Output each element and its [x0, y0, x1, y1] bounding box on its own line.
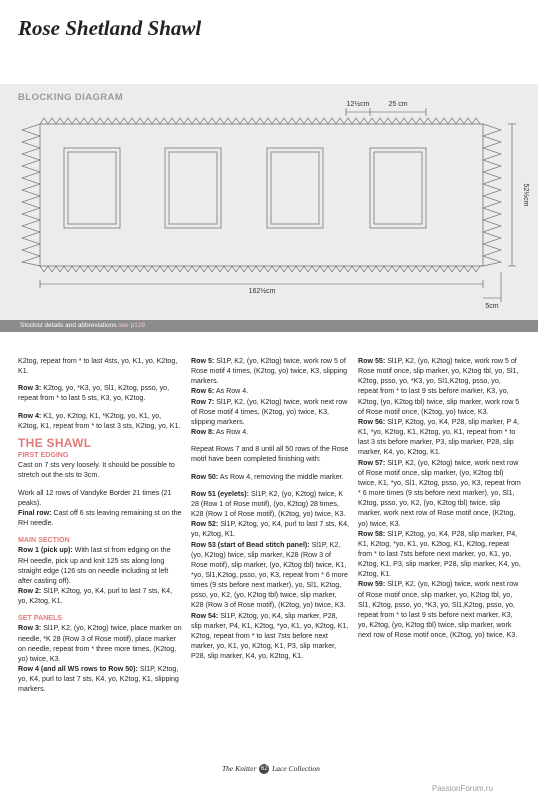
edging-zigzag-right [483, 124, 501, 266]
magazine-name: The Knitter [222, 764, 257, 773]
row-text: K2tog, yo, *K3, yo, Sl1, K2tog, psso, yo, repeat from * to last 5 sts, K3, yo, K2tog. [18, 384, 170, 403]
row-label: Row 57: [358, 458, 386, 467]
collection-name: Lace Collection [272, 764, 320, 773]
paragraph [191, 519, 349, 539]
blocking-diagram [0, 84, 538, 320]
row-text: Sl1P, K2tog, yo, K4, P28, slip marker, P4, K1, K2tog, *yo, K1, yo, K2tog, K1, K2tog, repeat from * to last 7sts before next marker, yo, K1, yo, K2tog, K1, P3, slip marker, P28, slip marker, K4, yo, K2tog, K1. [358, 529, 521, 579]
row-label: Row 59: [358, 580, 386, 589]
row-text: Sl1P, K2tog, yo, K4, purl to last 7 sts, K4, yo, K2tog, K1. [18, 586, 173, 606]
paragraph [358, 356, 521, 417]
paragraph [191, 472, 349, 482]
row-label: Row 6: [191, 387, 215, 396]
paragraph: K2tog, repeat from * to last 4sts, yo, K1, yo, K2tog, K1. [18, 357, 178, 376]
row-label: Row 51 (eyelets): [191, 489, 249, 498]
text-column-3 [358, 356, 521, 647]
row-text: Sl1P, K2tog, yo, K4, purl to last 7 sts, K4, yo, K2tog, K1. [191, 520, 349, 539]
paragraph: Work all 12 rows of Vandyke Border 21 times (21 peaks). [18, 488, 172, 507]
page-footer [222, 764, 320, 774]
subsection-heading: FIRST EDGING [18, 451, 69, 460]
stockist-text: Stockist details and abbreviations [20, 322, 117, 329]
row-label: Final row: [18, 508, 52, 517]
row-text: As Row 4. [215, 387, 249, 396]
row-text: Sl1P, K2, (yo, K2tog) twice, slip marker, K28 (Row 3 of Rose motif), slip marker, (yo, K2tog tbl) twice, K1, *yo, Sl1,K2tog, psso, yo, K3, repeat from * 6 more times (9 sts before next marker), yo, Sl1, K2tog, psso, yo, K2, (yo, K2tog tbl) twice, slip marker, K28 (Row 3 of Rose motif), (K2tog, yo) twice, K3. [191, 540, 348, 610]
label-border: 5cm [485, 303, 499, 310]
rose-panel-4-inner [374, 152, 422, 224]
row-label: Row 52: [191, 520, 219, 529]
row-text: Sl1P, K2, (yo, K2tog) twice, work row 5 of Rose motif 4 times, (K2tog, yo) twice, K3, slipping markers. [191, 357, 348, 386]
paragraph [358, 529, 521, 580]
paragraph [358, 579, 521, 640]
row-text: Sl1P, K2, (yo, K2tog) twice, K 28 (Row 1 of Rose motif), (yo, K2tog) 28 times, K28 (Row 1 of Rose motif), (K2tog, yo) twice, K3. [191, 489, 346, 519]
label-length: 162½cm [248, 288, 276, 295]
row-text: Sl1P, K2tog, yo, K4, purl to last 7 sts, K4, yo, K2tog, K1, slipping markers. [18, 665, 179, 694]
row-text: K1, yo, K2tog, K1, *K2tog, yo, K1, yo, K2tog, K1, repeat from * to last 3 sts, K2tog, yo, K1. [18, 411, 181, 430]
paragraph [191, 611, 349, 662]
shawl-outline [40, 124, 483, 266]
row-text: Sl1P, K2, (yo, K2tog) twice, work next row of Rose motif 4 times, (K2tog, yo) twice, K3, slipping markers. [191, 397, 348, 426]
page-title: Rose Shetland Shawl [18, 16, 202, 40]
paragraph [18, 586, 182, 606]
row-text: Sl1P, K2, (yo, K2tog) twice, work next row of Rose motif once, slip marker, (yo, K2tog tbl) twice, K1, *yo, Sl1, K2tog, psso, yo, K3, repeat from * 6 more times (9 sts before next marker), yo, Sl1, K2tog, psso, yo, K2, (yo, K2tog tbl) twice, slip marker, work next row of Rose motif once, (K2tog, yo) twice, K3. [358, 458, 521, 528]
row-label: Row 2: [18, 586, 42, 595]
stockist-bar [0, 320, 538, 332]
row-label: Row 1 (pick up): [18, 546, 73, 555]
row-text: Sl1P, K2, (yo, K2tog) twice, work row 5 of Rose motif once, slip marker, yo, K2tog tbl, yo, Sl1, K2tog, psso, yo, *K3, yo, Sl1,K2tog, psso, yo, repeat from * to last 9 sts before marker, K3, yo, K2tog, (yo, K2tog tbl) twice, slip marker, work row 5 of Rose motif once, (K2tog, yo) twice, K3. [358, 357, 520, 416]
paragraph: Cast on 7 sts very loosely. It should be possible to stretch out the sts to 3cm. [18, 461, 175, 480]
label-panel-width: 25 cm [388, 101, 408, 108]
row-text: As Row 4. [215, 428, 249, 437]
stockist-page-ref: see p129 [118, 322, 146, 329]
row-label: Row 58: [358, 529, 386, 538]
edging-zigzag-bottom [40, 266, 483, 272]
edging-zigzag-left [22, 124, 40, 266]
paragraph [358, 417, 521, 458]
row-label: Row 54: [191, 611, 219, 620]
paragraph [18, 508, 182, 528]
rose-panel-2 [165, 148, 221, 228]
paragraph [18, 664, 182, 694]
text-column-1 [18, 356, 182, 702]
row-text: Sl1P, K2, (yo, K2tog) twice, work next row of Rose motif once, slip marker, yo, K2tog tbl, yo, Sl1, K2tog, psso, yo, *K3, yo, Sl1,K2tog, psso, yo, repeat from * to last 9 sts before next marker, K3, yo, K2tog, (yo, K2tog tbl) twice, slip marker, work next row of Rose motif once, (K2tog, yo) twice, K3. [358, 580, 519, 640]
row-label: Row 50: [191, 472, 219, 481]
row-text: Sl1P, K2tog, yo, K4, slip marker, P28, slip marker, P4, K1, K2tog, *yo, K1, yo, K2tog, K1, K2tog, repeat from * to last 7sts before next marker, yo, K1, yo, K2tog, K1, P3, slip marker, P28, slip marker, K4, yo, K2tog, K1. [191, 611, 349, 661]
paragraph [191, 540, 349, 611]
label-panel-gap: 12½cm [346, 101, 370, 108]
row-text: Cast off 6 sts leaving remaining st on the RH needle. [18, 508, 182, 528]
row-label: Row 5: [191, 357, 215, 365]
page-number: 62 [260, 766, 268, 773]
paragraph [18, 383, 182, 403]
row-text: Sl1P, K2tog, yo, K4, P28, slip marker, P 4, K1, *yo, K2tog, K1, K2tog, yo, K1, repeat from * to last 3 sts before marker, P3, slip marker, P28, slip marker, K4, yo, K2tog, K1. [358, 417, 520, 457]
rose-panel-3-inner [271, 152, 319, 224]
section-heading: THE SHAWL [18, 435, 92, 450]
paragraph [191, 427, 349, 437]
diagram-heading: BLOCKING DIAGRAM [18, 92, 124, 103]
row-label: Row 56: [358, 417, 386, 426]
row-label: Row 3: [18, 384, 42, 393]
row-label: Row 55: [358, 357, 386, 365]
subsection-heading: MAIN SECTION [18, 536, 70, 545]
watermark: PassionForum.ru [432, 784, 493, 793]
row-label: Row 7: [191, 397, 215, 406]
edging-zigzag-top [40, 118, 483, 124]
text-column-2 [191, 356, 349, 668]
row-label: Row 4: [18, 411, 42, 420]
dimension-lines [40, 108, 516, 302]
rose-panel-2-inner [169, 152, 217, 224]
rose-panel-3 [267, 148, 323, 228]
row-label: Row 4 (and all WS rows to Row 50): [18, 665, 138, 674]
row-label: Row 3: [18, 624, 42, 633]
rose-panel-4 [370, 148, 426, 228]
rose-panel-1-inner [68, 152, 116, 224]
row-text: Sl1P, K2, (yo, K2tog) twice, place marker on needle, *K 28 (Row 3 of Rose motif), place marker on needle, repeat from * three more times, (K2tog, yo) twice, K3. [18, 624, 182, 663]
row-text: As Row 4, removing the middle marker. [219, 472, 344, 481]
shawl-rectangle [40, 124, 483, 266]
paragraph [358, 458, 521, 529]
row-label: Row 53 (start of Bead stitch panel): [191, 540, 310, 549]
paragraph [191, 386, 349, 396]
row-text: With last st from edging on the RH needle, pick up and knit 125 sts along long straight edge (126 sts on needle including st left after casting off). [18, 546, 171, 585]
paragraph [191, 356, 349, 386]
paragraph [191, 397, 349, 427]
rose-panel-1 [64, 148, 120, 228]
paragraph [18, 623, 182, 664]
label-height: 52½cm [522, 183, 529, 207]
paragraph [191, 489, 349, 519]
paragraph: Repeat Rows 7 and 8 until all 50 rows of the Rose motif have been completed finishing with: [191, 445, 349, 464]
row-label: Row 8: [191, 428, 215, 437]
paragraph [18, 411, 182, 431]
subsection-heading: SET PANELS [18, 614, 63, 623]
paragraph [18, 545, 182, 586]
